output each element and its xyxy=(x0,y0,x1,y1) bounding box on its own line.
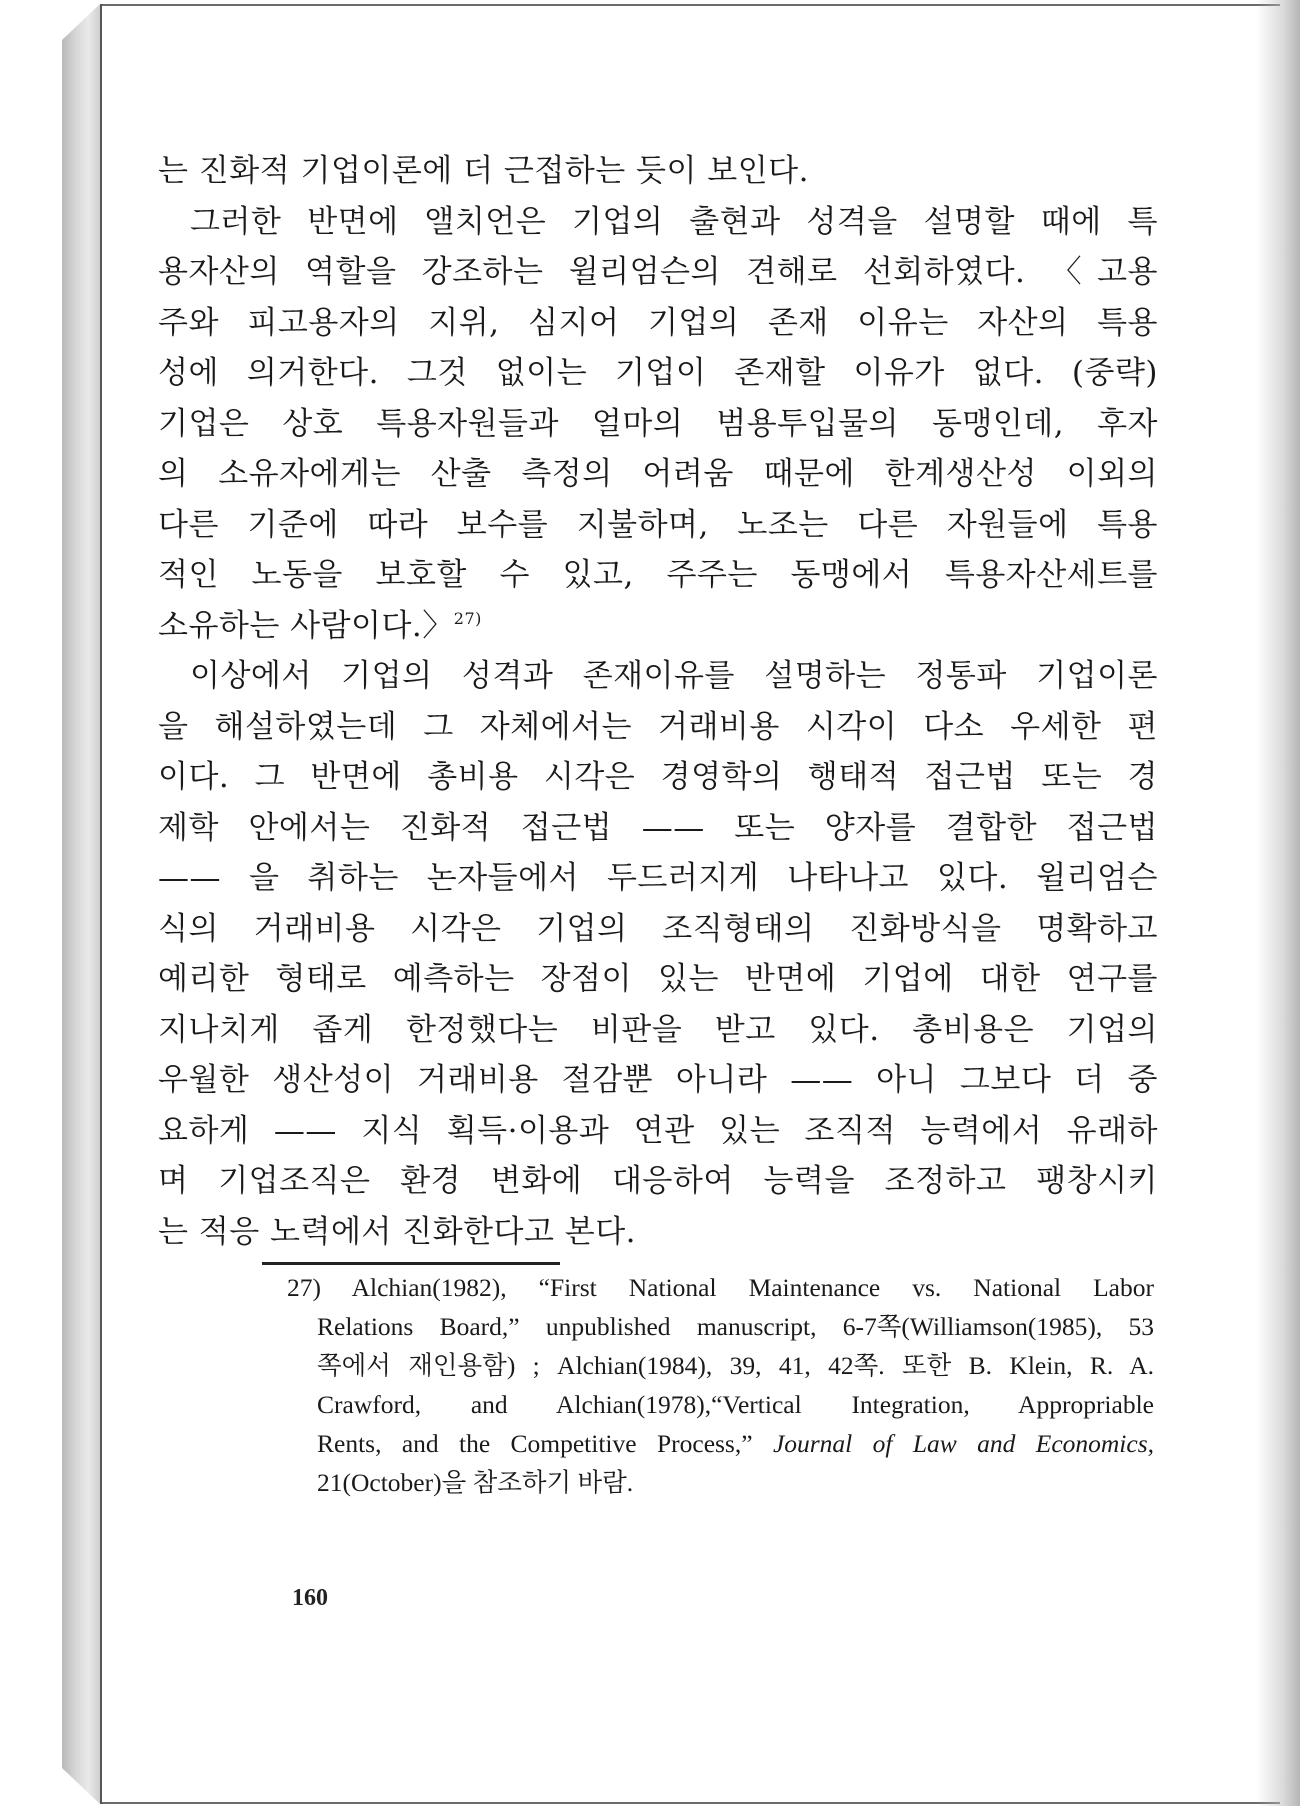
footnote-line: Relations Board,” unpublished manuscript, 6-7쪽(Williamson(1985), 53 xyxy=(317,1312,1154,1341)
footnote-line: 21(October)을 참조하기 바람. xyxy=(317,1468,634,1497)
footnote-separator xyxy=(262,1262,560,1265)
body-line: 의 소유자에게는 산출 측정의 어려움 때문에 한계생산성 이외의 xyxy=(158,456,1158,492)
body-line: 성에 의거한다. 그것 없이는 기업이 존재할 이유가 없다. (중략) xyxy=(158,355,1158,391)
body-line: 다른 기준에 따라 보수를 지불하며, 노조는 다른 자원들에 특용 xyxy=(158,506,1158,543)
body-line: 제학 안에서는 진화적 접근법 —— 또는 양자를 결합한 접근법 xyxy=(158,809,1158,846)
body-line: 지나치게 좁게 한정했다는 비판을 받고 있다. 총비용은 기업의 xyxy=(158,1011,1158,1048)
body-line: 이다. 그 반면에 총비용 시각은 경영학의 행태적 접근법 또는 경 xyxy=(158,759,1158,795)
footnote-text: Rents, and the Competitive Process,” xyxy=(317,1429,753,1458)
footnote-line: Crawford, and Alchian(1978),“Vertical Integration, Appropriable xyxy=(317,1390,1154,1419)
body-line: 는 진화적 기업이론에 더 근접하는 듯이 보인다. xyxy=(158,153,809,189)
footnote-27 xyxy=(287,1268,1154,1502)
body-line: 우월한 생산성이 거래비용 절감뿐 아니라 —— 아니 그보다 더 중 xyxy=(158,1062,1158,1098)
quote-end-text: 소유하는 사람이다.〉 xyxy=(158,607,454,644)
body-line: 는 적응 노력에서 진화한다고 본다. xyxy=(158,1213,637,1250)
page-number: 160 xyxy=(292,1585,328,1611)
body-line: 이상에서 기업의 성격과 존재이유를 설명하는 정통파 기업이론 xyxy=(190,658,1158,694)
body-line: 을 해설하였는데 그 자체에서는 거래비용 시각이 다소 우세한 편 xyxy=(158,708,1158,745)
body-line: 적인 노동을 보호할 수 있고, 주주는 동맹에서 특용자산세트를 xyxy=(158,557,1158,593)
journal-title: Journal of Law and Economics, xyxy=(772,1429,1155,1458)
body-line: 요하게 —— 지식 획득·이용과 연관 있는 조직적 능력에서 유래하 xyxy=(158,1112,1158,1149)
body-line: 예리한 형태로 예측하는 장점이 있는 반면에 기업에 대한 연구를 xyxy=(158,961,1158,997)
body-line: 며 기업조직은 환경 변화에 대응하여 능력을 조정하고 팽창시키 xyxy=(158,1163,1158,1199)
footnote-line: 쪽에서 재인용함) ; Alchian(1984), 39, 41, 42쪽. 또한 B. Klein, R. A. xyxy=(317,1351,1154,1380)
body-line: 그러한 반면에 앨치언은 기업의 출현과 성격을 설명할 때에 특 xyxy=(190,203,1158,240)
footnote-line: 27) Alchian(1982), “First National Maintenance vs. National Labor xyxy=(287,1273,1154,1302)
body-text xyxy=(158,146,1158,1257)
body-line: 주와 피고용자의 지위, 심지어 기업의 존재 이유는 자산의 특용 xyxy=(158,304,1158,341)
footnote-reference[interactable]: 27) xyxy=(453,608,482,628)
body-line: 용자산의 역할을 강조하는 윌리엄슨의 견해로 선회하였다. 〈고용 xyxy=(158,254,1158,290)
book-spine xyxy=(62,4,100,1804)
body-line: 기업은 상호 특용자원들과 얼마의 범용투입물의 동맹인데, 후자 xyxy=(158,405,1158,442)
page-edge-shadow xyxy=(1256,0,1300,1806)
body-line: —— 을 취하는 논자들에서 두드러지게 나타나고 있다. 윌리엄슨 xyxy=(158,860,1158,896)
footnote-line xyxy=(287,1424,1154,1463)
body-line xyxy=(158,601,1158,652)
body-line: 식의 거래비용 시각은 기업의 조직형태의 진화방식을 명확하고 xyxy=(158,910,1158,947)
